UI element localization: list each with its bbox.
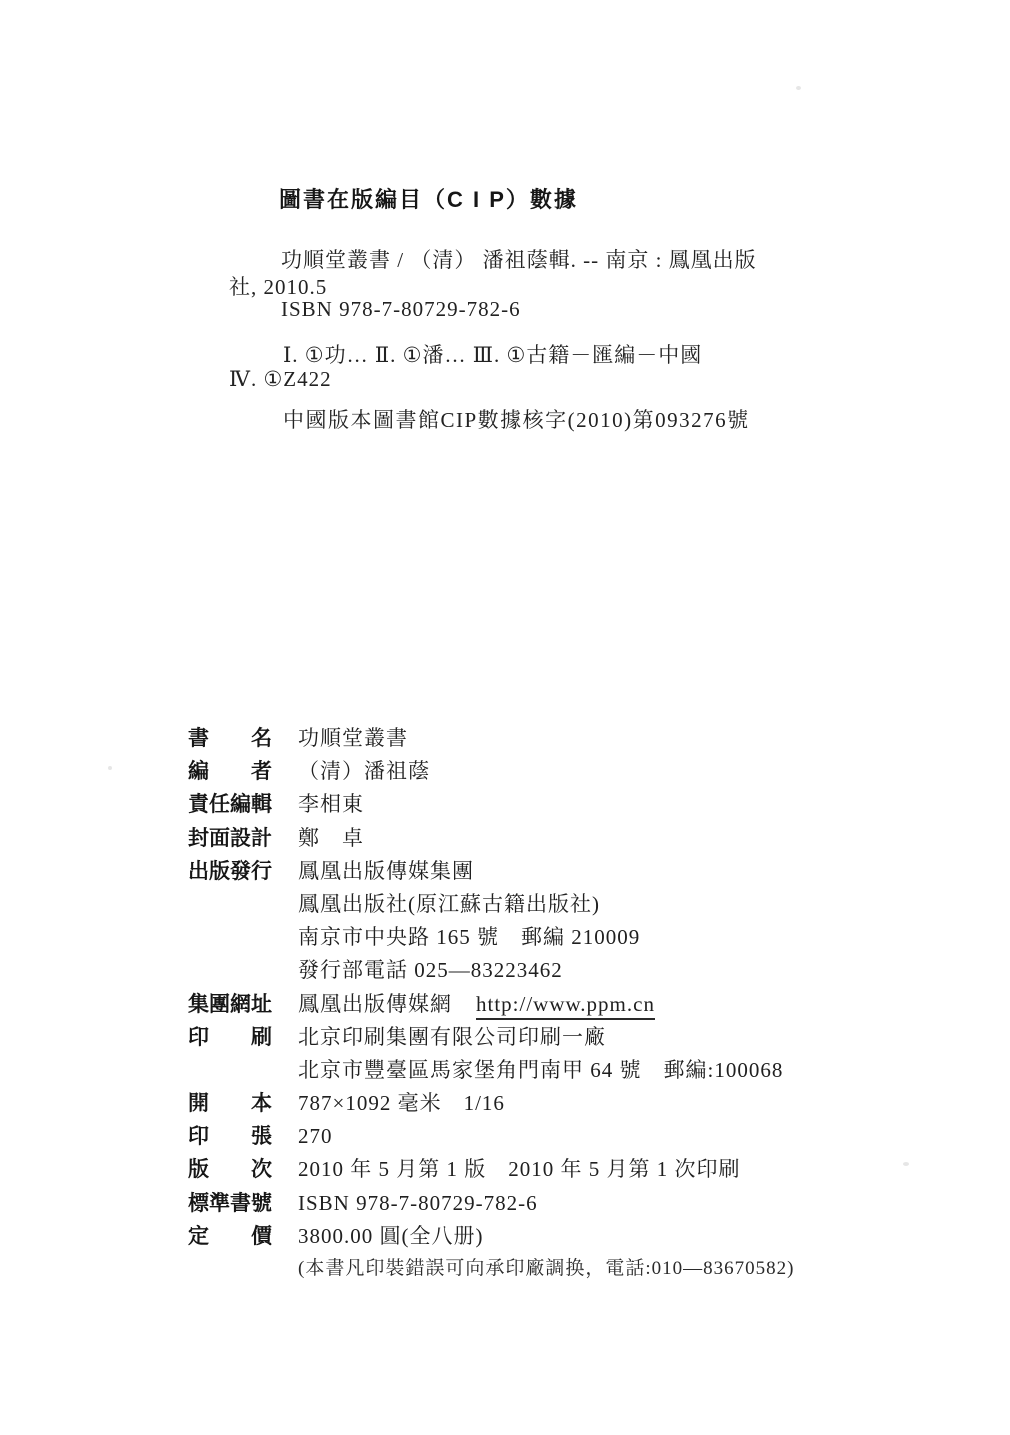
colophon-row-value: 功順堂叢書 [298, 726, 408, 750]
cip-entry-line-1: 功順堂叢書 / （清） 潘祖蔭輯. -- 南京 : 鳳凰出版 [281, 248, 757, 272]
colophon-row-url: http://www.ppm.cn [476, 992, 655, 1020]
colophon-row [188, 921, 888, 954]
cip-classification-line-2: Ⅳ. ①Z422 [229, 367, 332, 391]
colophon-row [188, 1220, 888, 1253]
colophon-row-label: 責任編輯 [188, 793, 272, 817]
colophon-row-value: 南京市中央路 165 號 郵編 210009 [298, 925, 641, 950]
colophon-row-value: 270 [298, 1124, 333, 1149]
scan-speck [108, 766, 112, 770]
colophon-row-value: （清）潘祖蔭 [298, 759, 430, 784]
colophon-row-value: 北京印刷集團有限公司印刷一廠 [298, 1024, 606, 1049]
colophon-row-label: 印 刷 [188, 1025, 272, 1049]
colophon-row [188, 788, 888, 821]
colophon-row-value: 787×1092 毫米 1/16 [298, 1091, 505, 1116]
colophon-row-label: 編 者 [188, 760, 272, 784]
cip-entry-isbn: ISBN 978-7-80729-782-6 [281, 297, 521, 321]
colophon-row [188, 822, 888, 855]
cip-entry-line-2: 社, 2010.5 [229, 275, 328, 299]
cip-classification-line-1: Ⅰ. ①功… Ⅱ. ①潘… Ⅲ. ①古籍－匯編－中國 [283, 343, 703, 367]
scan-speck [796, 86, 801, 90]
colophon-row-label: 開 本 [188, 1092, 272, 1116]
colophon-row-label: 版 次 [188, 1158, 272, 1182]
colophon-row [188, 722, 888, 755]
colophon-row-value: 3800.00 圓(全八册) [298, 1223, 484, 1248]
colophon-row [188, 1054, 888, 1087]
cip-record-number: 中國版本圖書館CIP數據核字(2010)第093276號 [283, 408, 750, 432]
colophon-row-value: 發行部電話 025—83223462 [298, 958, 563, 983]
colophon-row-value: 2010 年 5 月第 1 版 2010 年 5 月第 1 次印刷 [298, 1157, 741, 1182]
colophon-row [188, 1021, 888, 1054]
colophon-row-value: 鳳凰出版傳媒網 [298, 991, 452, 1016]
colophon-row [188, 1187, 888, 1220]
colophon-row [188, 888, 888, 921]
colophon-row-label: 定 價 [188, 1224, 272, 1248]
colophon-row [188, 855, 888, 888]
colophon-row-label: 集團網址 [188, 992, 272, 1016]
colophon-row-value: 鳳凰出版傳媒集團 [298, 858, 474, 883]
colophon-row-label: 書 名 [188, 727, 272, 750]
colophon-row [188, 1120, 888, 1153]
colophon-row-value: (本書凡印裝錯誤可向承印廠調换，電話:010—83670582) [298, 1258, 795, 1279]
colophon-row [188, 1253, 888, 1286]
colophon-row-value: 鳳凰出版社(原江蘇古籍出版社) [298, 891, 600, 916]
colophon-row [188, 1087, 888, 1120]
colophon-row [188, 755, 888, 788]
colophon-row-label: 印 張 [188, 1125, 272, 1149]
cip-header: 圖書在版編目（C I P）數據 [279, 187, 578, 212]
scan-speck [903, 1162, 909, 1166]
colophon-row-label: 出版發行 [188, 859, 272, 883]
colophon-row [188, 1153, 888, 1186]
colophon [188, 722, 888, 1286]
colophon-row-value: 北京市豐臺區馬家堡角門南甲 64 號 郵編:100068 [298, 1057, 784, 1082]
colophon-row-value: ISBN 978-7-80729-782-6 [298, 1190, 538, 1215]
colophon-row-value: 李相東 [298, 792, 364, 817]
colophon-row-value: 鄭 卓 [298, 825, 364, 850]
colophon-row-label: 封面設計 [188, 826, 272, 850]
colophon-row-label: 標準書號 [188, 1191, 272, 1215]
colophon-row [188, 988, 888, 1021]
colophon-row [188, 954, 888, 987]
